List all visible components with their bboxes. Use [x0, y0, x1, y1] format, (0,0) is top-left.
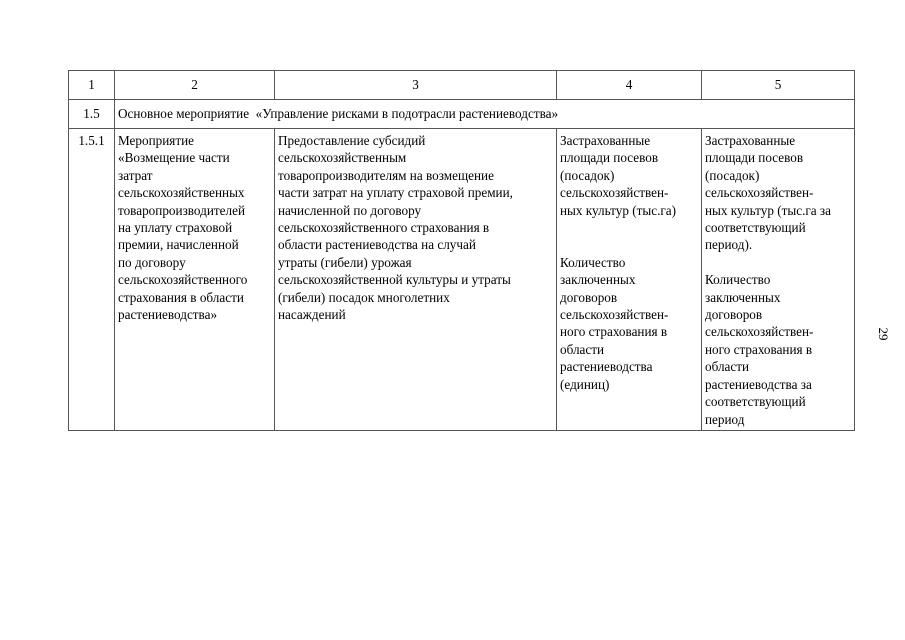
indicator-period-line: соответствующий — [705, 220, 806, 236]
description-line: сельскохозяйственной культуры и утраты — [278, 272, 511, 288]
indicator-line: договоров — [560, 289, 618, 305]
indicator-period-line: (посадок) — [705, 167, 760, 183]
description-line: сельскохозяйственного страхования в — [278, 220, 490, 236]
description-line: Предоставление субсидий — [278, 133, 426, 148]
measure-name-line: товаропроизводителей — [118, 202, 246, 218]
measure-name-line: сельскохозяйственных — [118, 185, 245, 201]
measure-name-line: растениеводства» — [118, 307, 218, 323]
indicator-period-cell — [702, 129, 855, 431]
measure-name-cell — [115, 129, 275, 431]
indicator-line: Застрахованные — [560, 133, 651, 148]
indicator-period-line: соответствующий — [705, 394, 806, 410]
description-line: (гибели) посадок многолетних — [278, 289, 450, 305]
indicator-line: растениеводства — [560, 359, 653, 375]
indicator-period-line: сельскохозяйствен- — [705, 185, 814, 201]
indicator-period-line: сельскохозяйствен- — [705, 324, 814, 340]
indicator-period-line: ных культур (тыс.га за — [705, 202, 831, 218]
indicator-period-line: заключенных — [705, 289, 781, 305]
measures-table — [68, 70, 855, 431]
description-line: области растениеводства на случай — [278, 237, 476, 253]
section-number: 1.5 — [69, 100, 115, 129]
indicator-period-line: период). — [705, 237, 753, 253]
table-row — [69, 129, 855, 431]
indicator-line: Количество — [560, 254, 626, 270]
indicator-cell — [557, 129, 702, 431]
section-title: Основное мероприятие «Управление рисками в подотрасли растениеводства» — [115, 100, 855, 129]
measure-name-line: премии, начисленной — [118, 237, 239, 253]
indicator-period-spacer — [705, 254, 852, 271]
description-line: части затрат на уплату страховой премии, — [278, 185, 513, 201]
description-line: товаропроизводителям на возмещение — [278, 167, 494, 183]
header-col-3: 3 — [275, 71, 557, 100]
measure-name-line: «Возмещение части — [118, 150, 230, 166]
indicator-line: (единиц) — [560, 376, 610, 392]
measure-name-line: затрат — [118, 167, 153, 183]
header-col-4: 4 — [557, 71, 702, 100]
indicator-line: (посадок) — [560, 167, 615, 183]
description-line: утраты (гибели) урожая — [278, 254, 412, 270]
indicator-line: площади посевов — [560, 150, 659, 166]
section-row — [69, 100, 855, 129]
header-row — [69, 71, 855, 100]
indicator-period-line: период — [705, 411, 745, 427]
indicator-gap — [560, 219, 699, 254]
indicator-line: заключенных — [560, 272, 636, 288]
indicator-period-line: ного страхования в — [705, 341, 813, 357]
indicator-line: области — [560, 341, 605, 357]
indicator-line: ных культур (тыс.га) — [560, 202, 677, 218]
indicator-period-line: Застрахованные — [705, 133, 796, 148]
measure-description-cell — [275, 129, 557, 431]
indicator-period-line: растениеводства за — [705, 376, 812, 392]
page-number: 29 — [876, 327, 891, 341]
measure-name-line: страхования в области — [118, 289, 244, 305]
indicator-line: сельскохозяйствен- — [560, 307, 669, 323]
row-number: 1.5.1 — [69, 129, 115, 431]
indicator-period-line: Количество — [705, 272, 771, 288]
measure-name-line: Мероприятие — [118, 133, 195, 148]
measure-name-line: сельскохозяйственного — [118, 272, 248, 288]
header-col-1: 1 — [69, 71, 115, 100]
header-col-2: 2 — [115, 71, 275, 100]
indicator-line: ного страхования в — [560, 324, 668, 340]
indicator-period-line: области — [705, 359, 750, 375]
description-line: сельскохозяйственным — [278, 150, 407, 166]
indicator-period-line: площади посевов — [705, 150, 804, 166]
description-line: насаждений — [278, 307, 346, 323]
measure-name-line: по договору — [118, 254, 186, 270]
indicator-line: сельскохозяйствен- — [560, 185, 669, 201]
measure-name-line: на уплату страховой — [118, 220, 233, 236]
indicator-period-line: договоров — [705, 307, 763, 323]
header-col-5: 5 — [702, 71, 855, 100]
description-line: начисленной по договору — [278, 202, 422, 218]
